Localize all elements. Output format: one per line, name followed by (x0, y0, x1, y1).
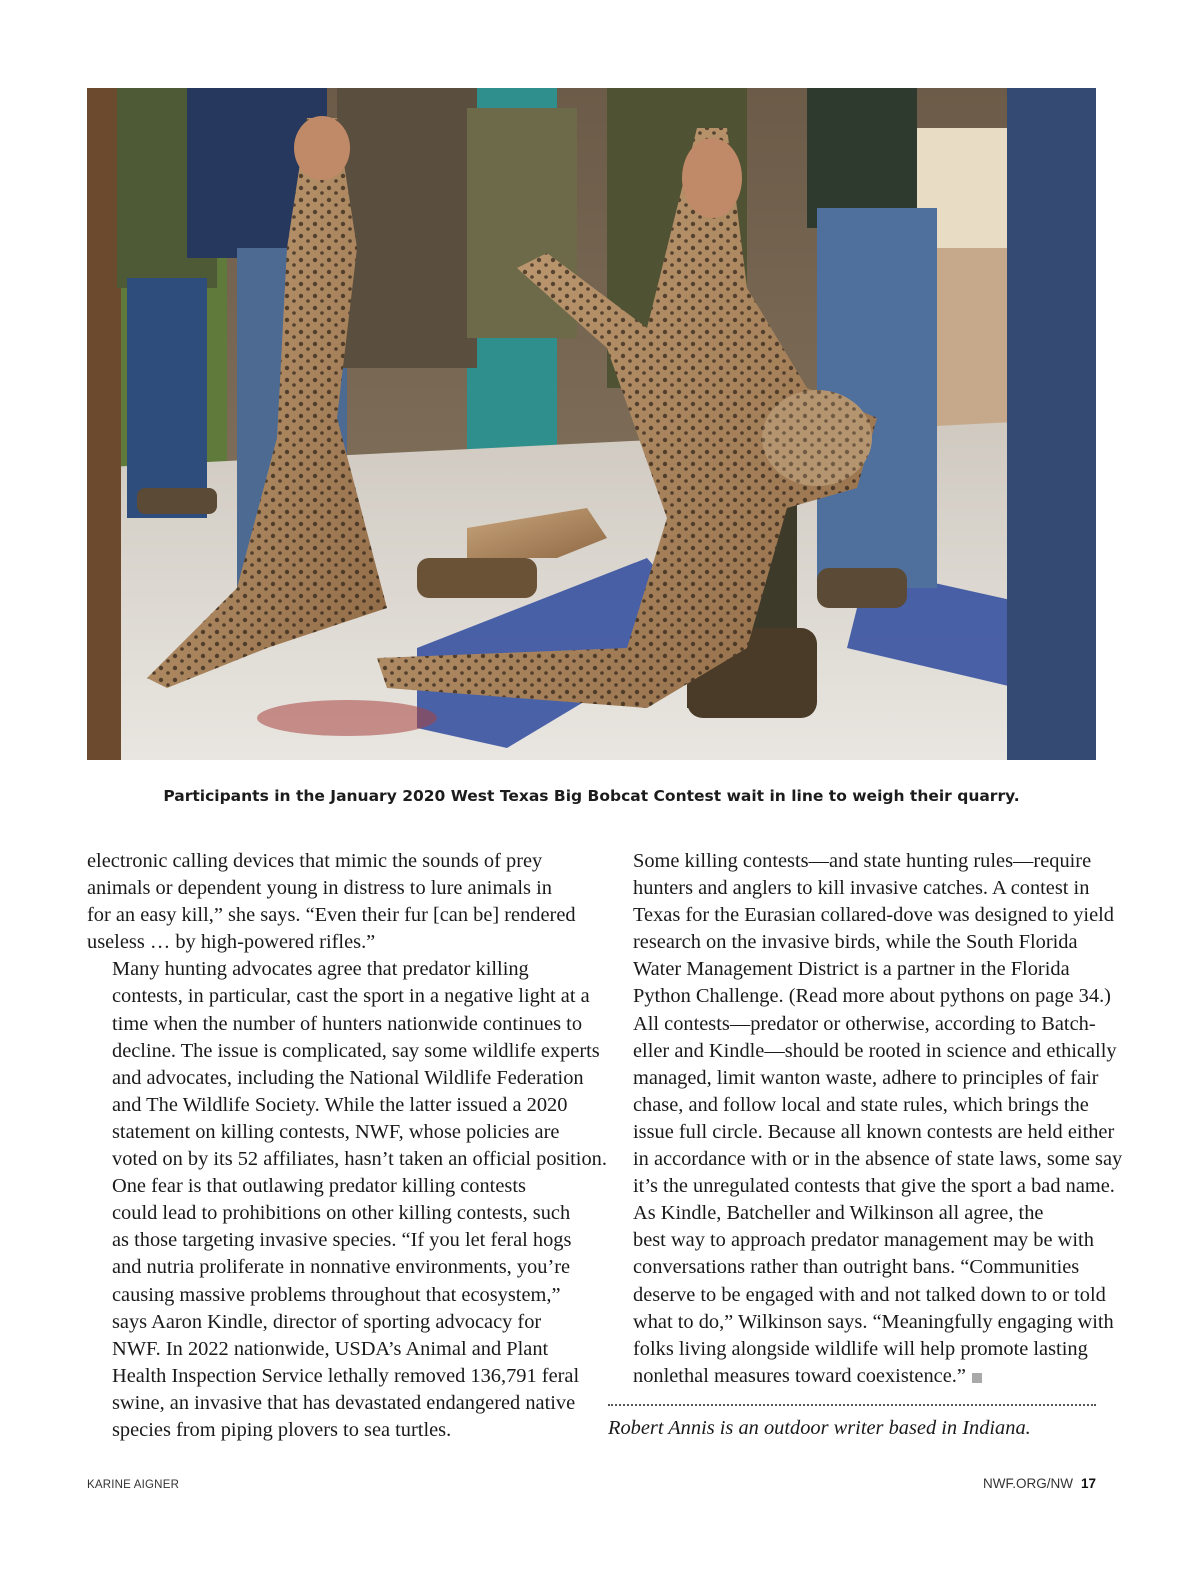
text-line: says Aaron Kindle, director of sporting advocacy for (112, 1310, 542, 1333)
text-line: and nutria proliferate in nonnative environments, you’re (112, 1256, 571, 1279)
text-line: for an easy kill,” she says. “Even their fur [can be] rendered (87, 904, 576, 927)
text-line: could lead to prohibitions on other killing contests, such (112, 1202, 571, 1225)
text-line: deserve to be engaged with and not talked down to or told (633, 1283, 1106, 1306)
text-line: best way to approach predator management may be with (633, 1229, 1094, 1252)
text-line: chase, and follow local and state rules, which brings the (633, 1093, 1089, 1116)
article-column-right (608, 848, 1123, 1390)
text-line: nonlethal measures toward coexistence.” (633, 1364, 966, 1387)
text-line: as those targeting invasive species. “If you let feral hogs (112, 1229, 572, 1252)
text-line: research on the invasive birds, while the South Florida (633, 931, 1078, 954)
article-paragraph (87, 1173, 579, 1444)
text-line: contests, in particular, cast the sport in a negative light at a (112, 985, 590, 1008)
text-line: Water Management District is a partner in the Florida (633, 958, 1070, 981)
page-footer (983, 1476, 1096, 1491)
page-number: 17 (1080, 1476, 1096, 1491)
site-url: NWF.ORG/NW (982, 1476, 1073, 1491)
article-photo (87, 88, 1096, 760)
text-line: voted on by its 52 affiliates, hasn’t taken an official position. (112, 1148, 607, 1171)
text-line: and advocates, including the National Wildlife Federation (112, 1066, 584, 1089)
text-line: Many hunting advocates agree that predator killing (112, 958, 529, 981)
text-line: conversations rather than outright bans. “Communities (633, 1256, 1080, 1279)
text-line: and The Wildlife Society. While the latter issued a 2020 (112, 1093, 568, 1116)
text-line: One fear is that outlawing predator killing contests (112, 1175, 526, 1198)
text-line: Some killing contests—and state hunting rules—require (633, 850, 1092, 872)
text-line: hunters and anglers to kill invasive catches. A contest in (633, 877, 1090, 900)
text-line: All contests—predator or otherwise, according to Batch- (633, 1012, 1096, 1035)
text-line: folks living alongside wildlife will help promote lasting (633, 1337, 1088, 1360)
article-paragraph (87, 848, 579, 956)
text-line: decline. The issue is complicated, say some wildlife experts (112, 1039, 600, 1062)
article-paragraph (608, 848, 1114, 1011)
end-of-article-icon (972, 1373, 982, 1383)
author-bio: Robert Annis is an outdoor writer based in Indiana. (608, 1417, 1031, 1439)
text-line: Texas for the Eurasian collared-dove was designed to yield (633, 904, 1114, 927)
text-line: animals or dependent young in distress to lure animals in (87, 877, 552, 900)
text-line: Health Inspection Service lethally removed 136,791 feral (112, 1364, 580, 1387)
text-line: As Kindle, Batcheller and Wilkinson all agree, the (633, 1202, 1044, 1225)
text-line: statement on killing contests, NWF, whose policies are (112, 1120, 560, 1143)
text-line: in accordance with or in the absence of state laws, some say (633, 1148, 1123, 1171)
text-line: time when the number of hunters nationwide continues to (112, 1012, 583, 1035)
bobcat-contest-photo (87, 88, 1096, 760)
dotted-divider (608, 1404, 1096, 1406)
text-line: what to do,” Wilkinson says. “Meaningfully engaging with (633, 1310, 1114, 1333)
article-column-left (87, 848, 607, 1444)
text-line: swine, an invasive that has devastated endangered native (112, 1391, 576, 1414)
text-line: eller and Kindle—should be rooted in science and ethically (633, 1039, 1117, 1062)
text-line: electronic calling devices that mimic the sounds of prey (87, 850, 543, 872)
text-line: NWF. In 2022 nationwide, USDA’s Animal and Plant (112, 1337, 549, 1360)
text-line: Python Challenge. (Read more about pythons on page 34.) (633, 985, 1111, 1008)
text-line: managed, limit wanton waste, adhere to principles of fair (633, 1066, 1099, 1089)
text-line: it’s the unregulated contests that give the sport a bad name. (633, 1175, 1115, 1198)
article-paragraph (608, 1011, 1123, 1201)
text-line: causing massive problems throughout that ecosystem,” (112, 1283, 561, 1306)
text-line: useless … by high-powered rifles.” (87, 931, 376, 954)
article-paragraph (608, 1200, 1114, 1390)
article-paragraph (87, 956, 607, 1173)
text-line (608, 1363, 1100, 1390)
text-line: species from piping plovers to sea turtles. (112, 1418, 452, 1441)
photo-credit: KARINE AIGNER (87, 1479, 180, 1491)
photo-caption: Participants in the January 2020 West Texas Big Bobcat Contest wait in line to weigh their quarry. (163, 787, 1020, 805)
text-line: issue full circle. Because all known contests are held either (633, 1120, 1115, 1143)
